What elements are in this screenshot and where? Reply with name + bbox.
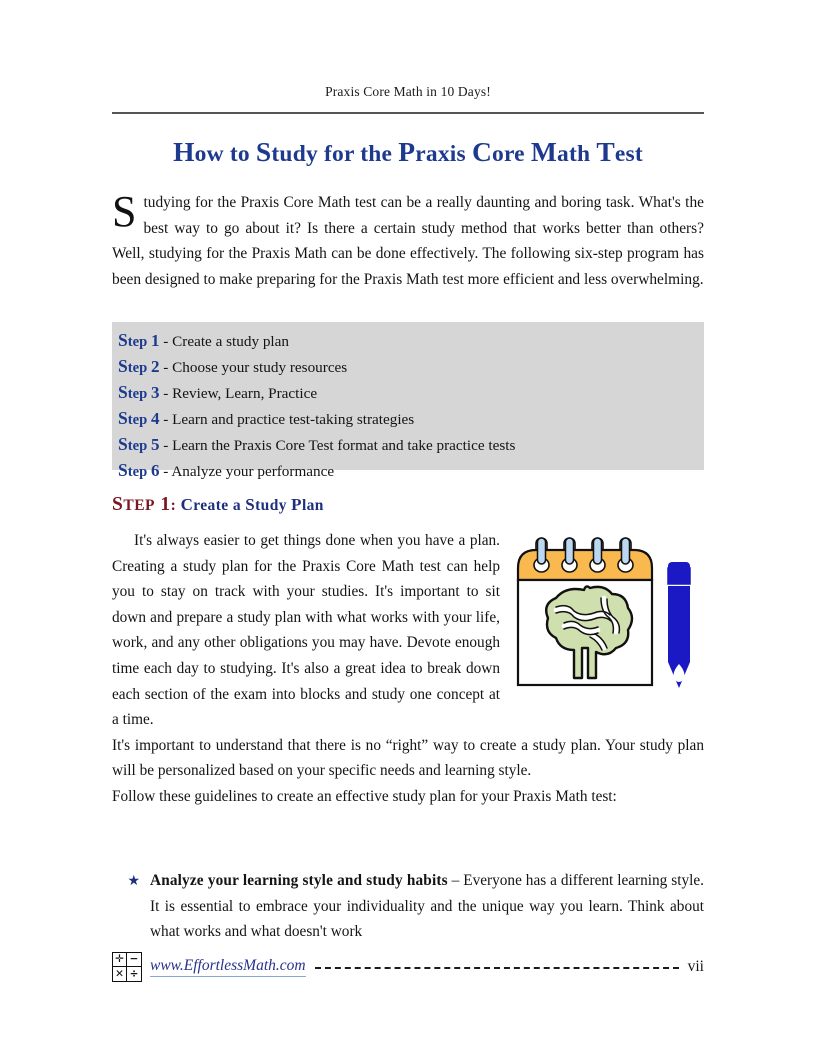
body-paragraph-2: It's important to understand that there is no “right” way to create a study plan. Your study plan will be personalized based on your specific needs and learning style. (112, 736, 704, 780)
title-cap-h: H (173, 136, 195, 167)
steps-summary-box (112, 322, 704, 480)
step-line-1 (118, 328, 704, 354)
step-dash-3: - (159, 385, 173, 402)
title-text-4: ore (492, 141, 531, 167)
star-icon: ★ (127, 874, 140, 889)
drop-cap: S (112, 187, 137, 236)
list-item (112, 868, 704, 945)
title-cap-p: P (398, 136, 416, 167)
step-line-2 (118, 354, 704, 380)
step-dash-4: - (159, 411, 173, 428)
step-text-4: Learn and practice test-taking strategies (172, 411, 415, 428)
step-line-6 (118, 458, 704, 484)
step-label-6: Step 6 (118, 460, 160, 480)
step-text-3: Review, Learn, Practice (172, 385, 318, 402)
title-text-1: ow to (194, 141, 256, 167)
step-label-2: Step 2 (118, 356, 160, 376)
minus-icon: − (127, 953, 141, 967)
step-label-5: Step 5 (118, 434, 160, 454)
math-operations-icon (112, 952, 142, 982)
intro-paragraph (112, 187, 704, 292)
body-paragraph-1: It's always easier to get things done when you have a plan. Creating a study plan for the Praxis Core Math test can help you to stay on track with your studies. It's important to sit down and prepare a study plan with what works with your life, work, and any other obligations you may have. Devote enough time each day to studying. It's also a great idea to break down each section of the exam into blocks and study one concept at a time. (112, 532, 500, 729)
title-cap-s: S (255, 136, 272, 167)
title-cap-t: T (596, 136, 615, 167)
list-item-lead: Analyze your learning style and study habits (150, 872, 448, 889)
title-cap-m: M (530, 136, 558, 167)
multiply-icon: ✕ (113, 967, 127, 981)
title-text-5: ath (557, 141, 597, 167)
step-label-1: Step 1 (118, 330, 160, 350)
page-title (112, 136, 704, 168)
step-text-2: Choose your study resources (172, 359, 348, 376)
step-dash-2: - (159, 359, 173, 376)
title-text-6: est (614, 141, 643, 167)
step-dash-1: - (159, 333, 173, 350)
divide-icon: ÷ (129, 967, 139, 980)
step-text-5: Learn the Praxis Core Test format and take practice tests (172, 437, 516, 454)
list-item-text (150, 868, 704, 945)
step-line-3 (118, 380, 704, 406)
running-header: Praxis Core Math in 10 Days! (325, 84, 491, 99)
step-label-4: Step 4 (118, 408, 160, 428)
website-link[interactable]: www.EffortlessMath.com (150, 957, 306, 977)
step-dash-6: - (159, 463, 172, 480)
list-item-body: – Everyone has a different learning style. It is essential to embrace your individuality and the unique way you learn. Think about what works and what doesn't work (150, 872, 704, 941)
page-footer (112, 952, 704, 982)
section-heading-title: Create a Study Plan (180, 495, 324, 514)
body-text-block (112, 528, 704, 810)
section-heading-label: STEP 1: (112, 494, 177, 515)
step-text-6: Analyze your performance (171, 463, 335, 480)
notepad-brain-pencil-icon (512, 532, 704, 700)
plus-icon: ✛ (113, 953, 127, 967)
title-text-2: tudy for the (271, 141, 399, 167)
footer-dotted-rule (315, 962, 679, 972)
body-paragraph-3: Follow these guidelines to create an effective study plan for your Praxis Math test: (112, 787, 617, 805)
page-number: vii (687, 958, 704, 975)
step-line-5 (118, 432, 704, 458)
step-text-1: Create a study plan (172, 333, 289, 350)
title-text-3: raxis (415, 141, 472, 167)
intro-text: tudying for the Praxis Core Math test can be a really daunting and boring task. What's the best way to go about it? Is there a certain study method that works better than others? Well, studying for the Praxis Math can be done effectively. The following six-step program has been designed to make preparing for the Praxis Math test more efficient and less overwhelming. (112, 194, 704, 288)
study-plan-illustration (512, 532, 704, 700)
step-label-3: Step 3 (118, 382, 160, 402)
header-rule (112, 112, 704, 114)
guidelines-list (112, 868, 704, 945)
section-heading-step-1 (112, 494, 324, 516)
step-dash-5: - (159, 437, 173, 454)
title-cap-c: C (471, 136, 493, 167)
step-line-4 (118, 406, 704, 432)
